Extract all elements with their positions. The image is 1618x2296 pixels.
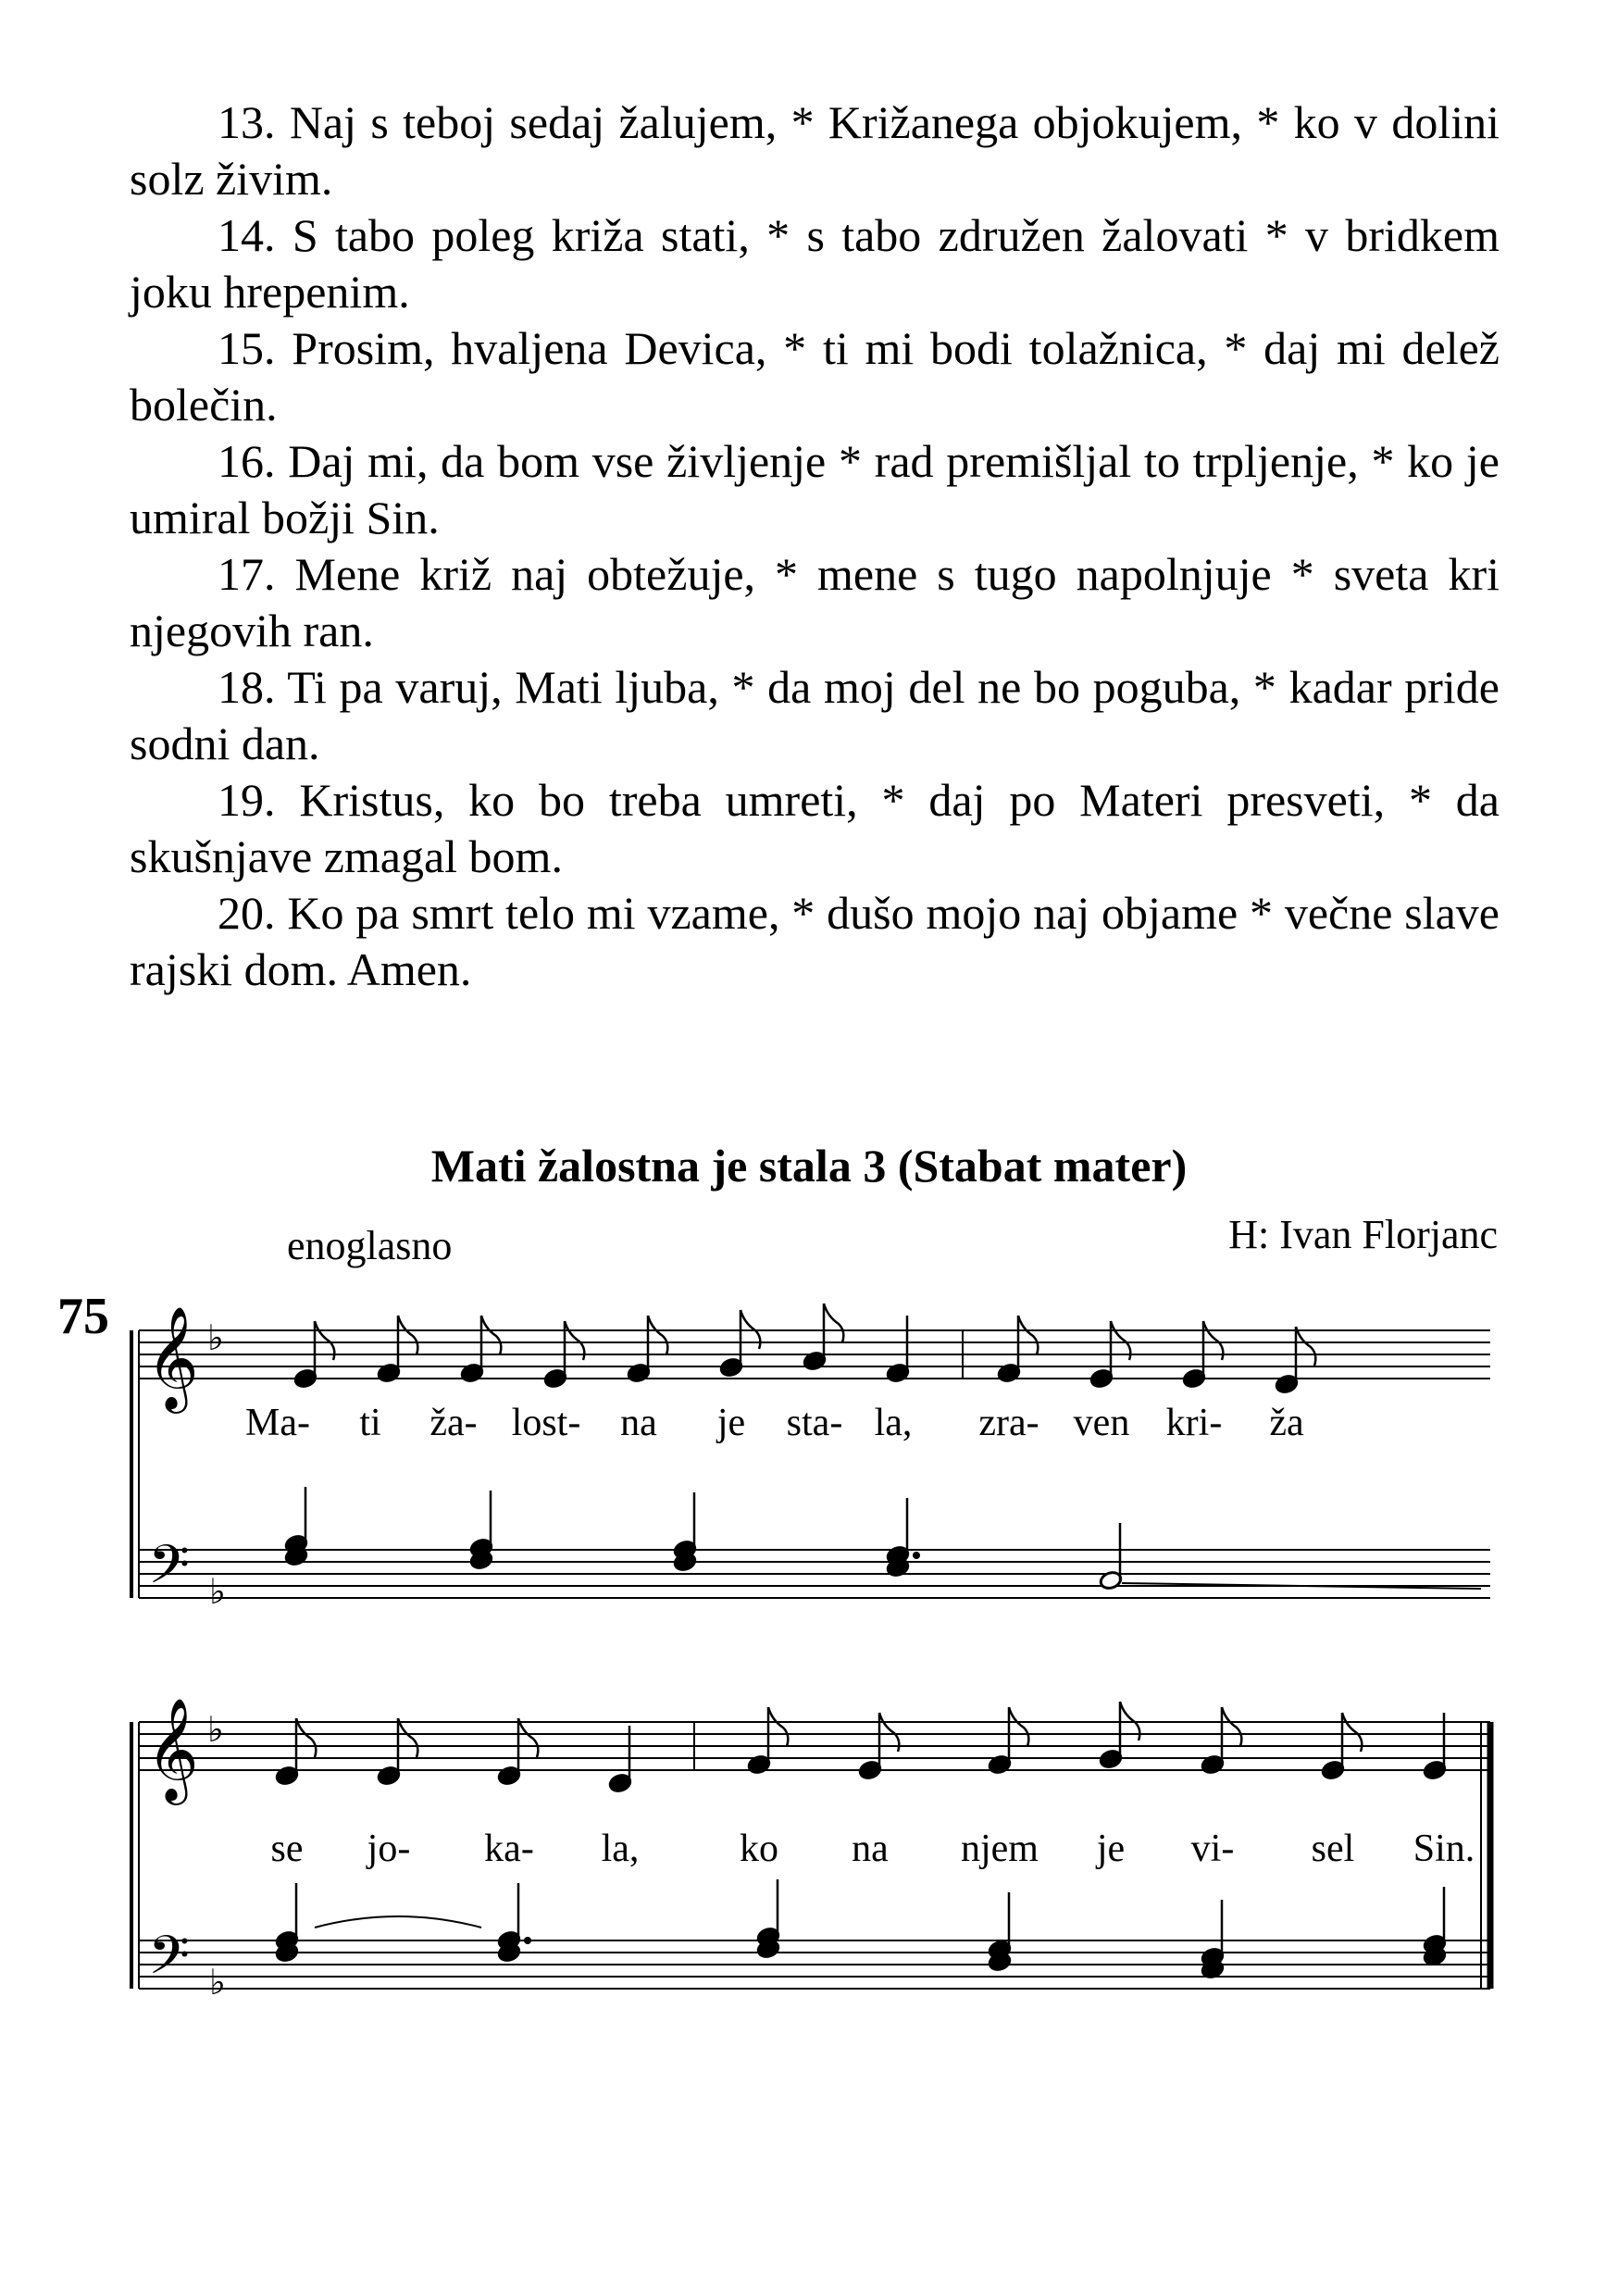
hymn-title: Mati žalostna je stala 3 (Stabat mater) (430, 1140, 1188, 1192)
lyric-syllable: na (852, 1828, 889, 1870)
bass-half-note (1099, 1523, 1123, 1591)
lyric-syllable: kri- (1165, 1402, 1223, 1444)
lyric-syllable: ža- (429, 1402, 478, 1444)
flag (1296, 1327, 1315, 1366)
bass-clef: 𝄢 (148, 1533, 191, 1609)
lyric-syllable: vi- (1190, 1828, 1235, 1870)
composer-credit: H: Ivan Florjanc (1228, 1212, 1498, 1257)
lyric-syllable: ža (1269, 1402, 1304, 1444)
verse-14: 14. S tabo poleg križa stati, * s tabo združen žalovati * v bridkem joku hrepenim. (130, 209, 1500, 318)
treble-clef: 𝄞 (146, 1305, 199, 1409)
verse-15: 15. Prosim, hvaljena Devica, * ti mi bodi tolažnica, * daj mi delež bolečin. (130, 322, 1500, 430)
hymn-number: 75 (57, 1288, 109, 1345)
flag (1222, 1707, 1241, 1746)
bass-note (497, 1883, 531, 1951)
flat-key-signature: ♭ (209, 1962, 226, 2003)
lyric-syllable: ti (359, 1402, 381, 1444)
flag (824, 1304, 843, 1342)
melody-note (1275, 1327, 1315, 1394)
bass-note (1423, 1887, 1447, 1954)
flag (1018, 1316, 1038, 1354)
verse-17: 17. Mene križ naj obtežuje, * mene s tugo napolnjuje * sveta kri njegovih ran. (130, 548, 1500, 656)
melody-note (1099, 1702, 1139, 1769)
melody-note (719, 1310, 760, 1378)
lyric-syllable: na (620, 1402, 657, 1444)
lyric-syllable: njem (961, 1828, 1039, 1870)
melody-note (275, 1718, 316, 1786)
melody-note (886, 1316, 910, 1383)
augmentation-dot (524, 1937, 531, 1944)
flag (518, 1718, 538, 1757)
lyric-syllable: Sin. (1413, 1828, 1475, 1870)
bass-clef: 𝄢 (148, 1924, 191, 2000)
treble-staff-2 (139, 1722, 1490, 1770)
lyric-syllable: je (716, 1402, 746, 1444)
melody-note (627, 1316, 667, 1383)
melody-note (377, 1718, 417, 1786)
melody-note (1201, 1707, 1241, 1775)
flag (398, 1316, 417, 1354)
bass-chord-note (469, 1491, 493, 1558)
lyric-syllable: lost- (511, 1402, 581, 1444)
flag (398, 1718, 417, 1757)
melody-note (997, 1316, 1038, 1383)
melody-note (988, 1707, 1028, 1775)
bass-chord-note (886, 1498, 920, 1566)
lyric-syllable: Ma- (245, 1402, 310, 1444)
lyric-syllable: ko (740, 1828, 778, 1870)
lyric-syllable: sel (1311, 1828, 1355, 1870)
lyric-syllable: zra- (978, 1402, 1039, 1444)
bass-note (1201, 1900, 1225, 1967)
bass-chord-note (673, 1492, 697, 1560)
flag (768, 1707, 788, 1746)
bass-staff-1 (139, 1550, 1490, 1598)
verse-19: 19. Kristus, ko bo treba umreti, * daj po Materi presveti, * da skušnjave zmagal bom. (130, 774, 1500, 882)
melody-note (803, 1304, 843, 1371)
lyric-syllable: ven (1073, 1402, 1130, 1444)
flag (648, 1316, 667, 1354)
verse-20: 20. Ko pa smrt telo mi vzame, * dušo mojo naj objame * večne slave rajski dom. Amen. (130, 887, 1500, 995)
flag (296, 1718, 316, 1757)
lyric-syllable: la, (601, 1828, 640, 1870)
lyric-syllable: la, (874, 1402, 913, 1444)
flag (481, 1316, 501, 1354)
verse-16: 16. Daj mi, da bom vse življenje * rad premišljal to trpljenje, * ko je umiral božji Sin. (130, 435, 1500, 543)
bass-note (275, 1883, 299, 1951)
slur (315, 1916, 481, 1928)
lyric-syllable: ka- (484, 1828, 534, 1870)
bass-note (988, 1892, 1012, 1960)
lyric-syllable: je (1096, 1828, 1126, 1870)
tempo-marking: enoglasno (287, 1223, 453, 1268)
flat-key-signature: ♭ (209, 1571, 226, 1612)
lyric-syllable: jo- (367, 1828, 411, 1870)
treble-clef: 𝄞 (146, 1697, 199, 1801)
verse-18: 18. Ti pa varuj, Mati ljuba, * da moj del ne bo poguba, * kadar pride sodni dan. (130, 661, 1500, 769)
flat-key-signature: ♭ (207, 1317, 224, 1358)
melody-note (377, 1316, 417, 1383)
melody-note (497, 1718, 538, 1786)
melody-note (747, 1707, 788, 1775)
augmentation-dot (913, 1552, 920, 1559)
bass-note (756, 1879, 780, 1947)
melody-note (460, 1316, 501, 1383)
lyric-syllable: se (270, 1828, 304, 1870)
melody-note (608, 1726, 632, 1793)
flat-key-signature: ♭ (207, 1709, 224, 1750)
flag (1009, 1707, 1028, 1746)
lyric-syllable: sta- (786, 1402, 843, 1444)
bass-chord-note (284, 1487, 308, 1554)
verse-13: 13. Naj s teboj sedaj žalujem, * Križanega objokujem, * ko v dolini solz živim. (130, 96, 1500, 205)
bass-staff-2 (139, 1940, 1490, 1989)
